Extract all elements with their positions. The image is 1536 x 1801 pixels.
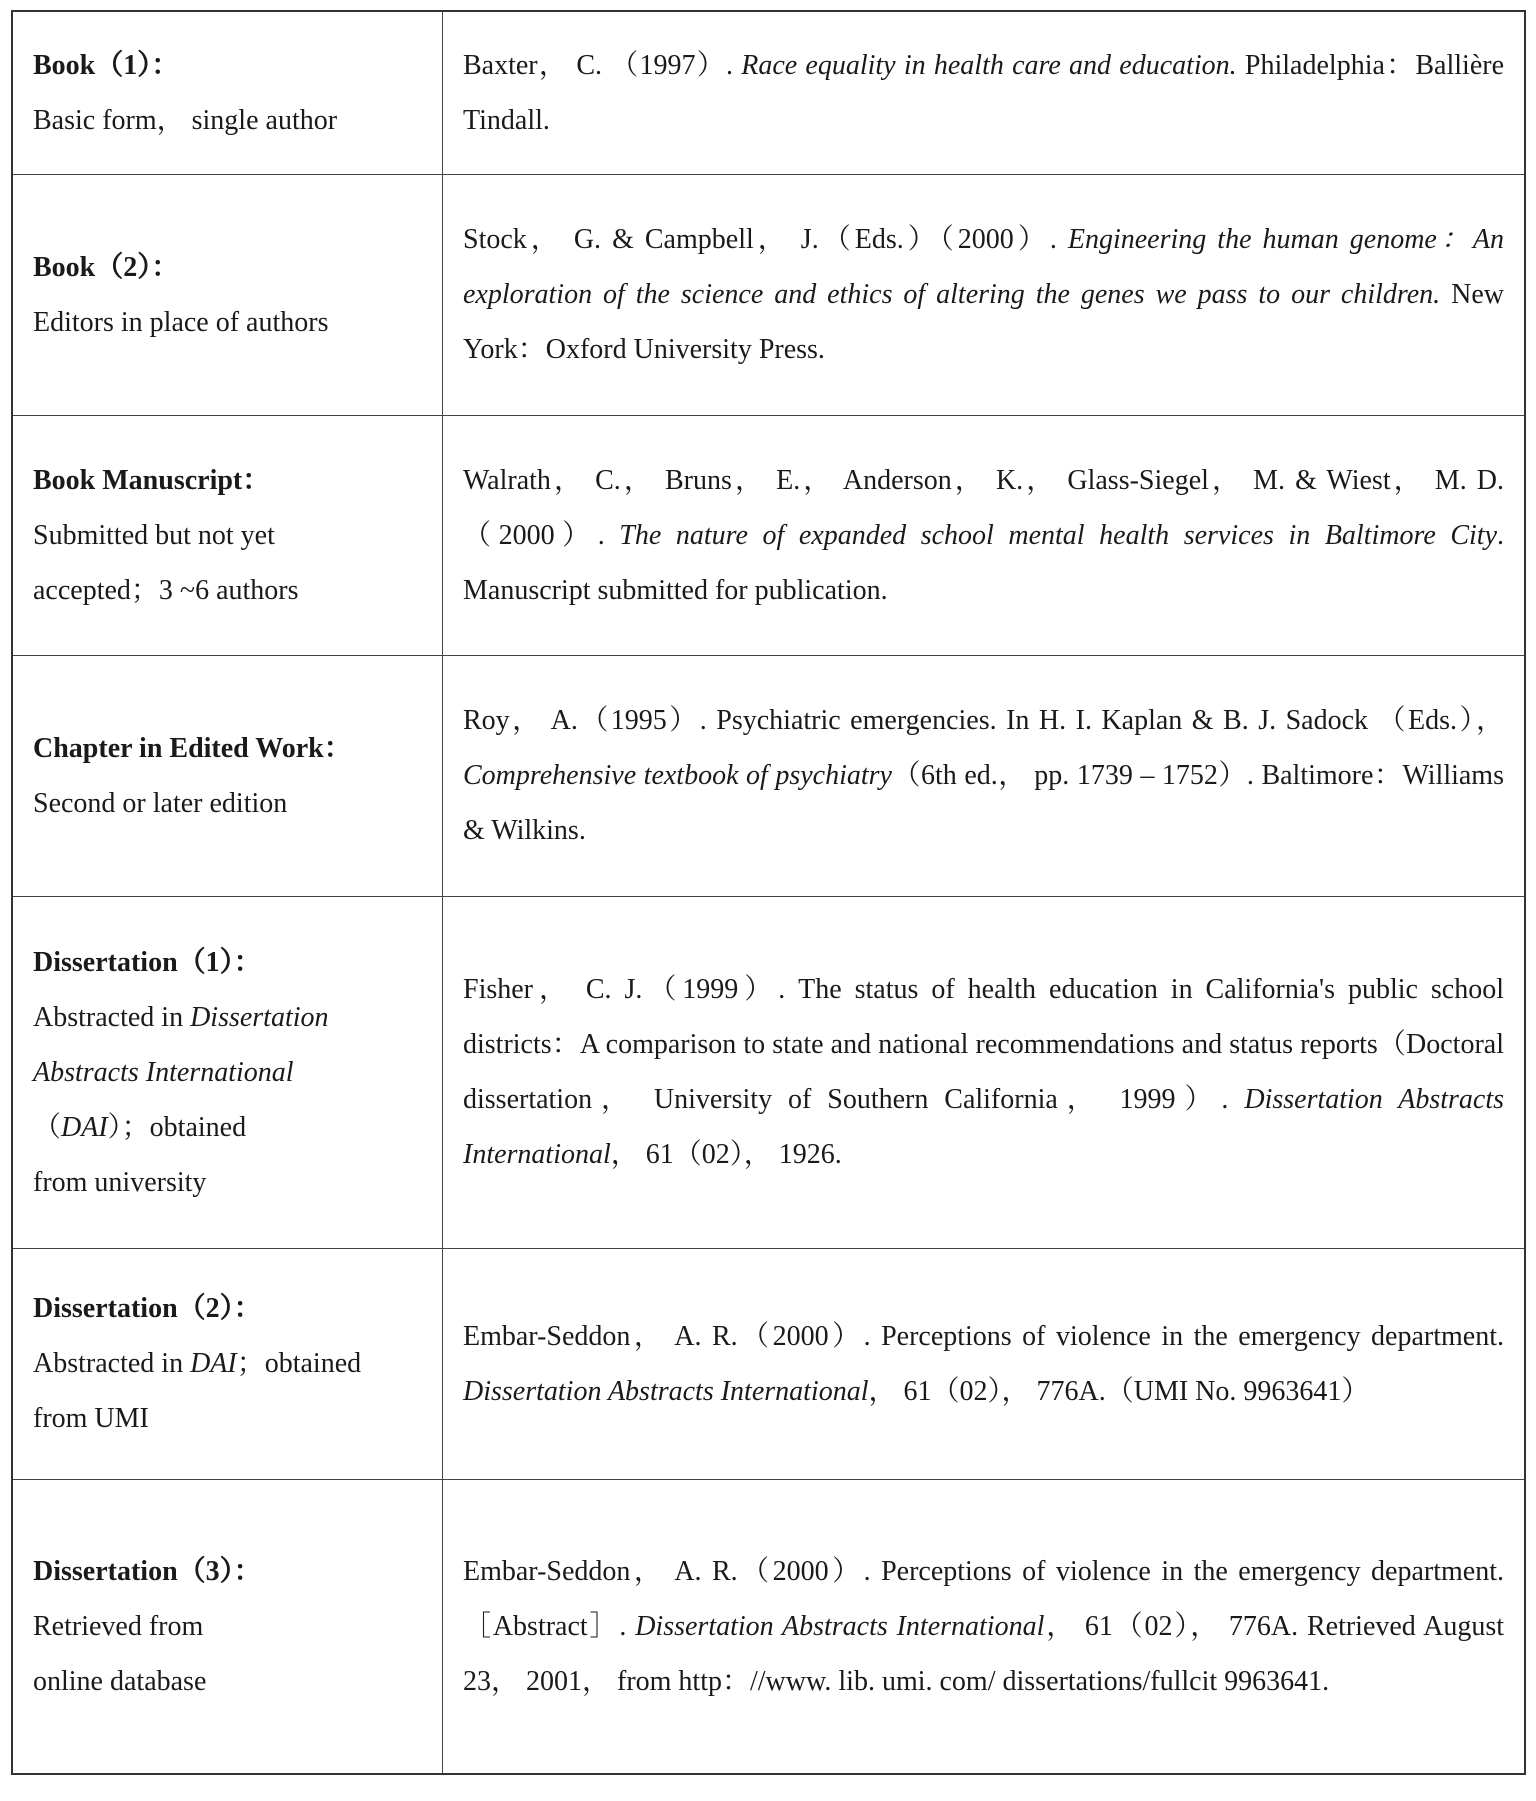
- citation-text: Stock， G. & Campbell， J.（Eds.）（2000）.: [463, 224, 1068, 255]
- category-description: Editors in place of authors: [33, 306, 329, 338]
- category-cell: [12, 896, 443, 1248]
- citation-text: New York：Oxford University Press.: [463, 279, 1504, 365]
- citation-text: （6th ed.， pp. 1739 – 1752）. Baltimore：Williams & Wilkins.: [463, 760, 1504, 846]
- category-title: Book Manuscript：: [33, 464, 271, 496]
- citation-title: The nature of expanded school mental health services in Baltimore City: [619, 519, 1497, 551]
- description-text: （: [33, 1111, 62, 1143]
- citation-title: Race equality in health care and education.: [741, 49, 1237, 81]
- category-cell: [12, 174, 443, 415]
- citation-title: Engineering the human genome：An exploration of the science and ethics of altering the genes we pass to our children.: [463, 224, 1504, 310]
- citation-text: ， 61（02）， 776A. Retrieved August 23， 2001， from http：//www. lib. umi. com/ dissertations/fullcit 9963641.: [463, 1610, 1504, 1697]
- category-title: Dissertation（1）：: [33, 946, 262, 978]
- category-title: Book（1）：: [33, 49, 180, 81]
- category-description: Submitted but not yet: [33, 519, 275, 551]
- citation-title: Comprehensive textbook of psychiatry: [463, 760, 892, 791]
- category-title: Dissertation（3）：: [33, 1555, 262, 1587]
- citation-cell: [443, 11, 1526, 174]
- category-description: [33, 990, 430, 1045]
- category-title: Book（2）：: [33, 251, 180, 283]
- category-title: Chapter in Edited Work：: [33, 732, 352, 764]
- category-cell: [12, 655, 443, 896]
- citation-text: . Manuscript submitted for publication.: [463, 519, 1504, 606]
- description-italic: Dissertation: [190, 1001, 329, 1033]
- description-text: Abstracted in: [33, 1001, 191, 1033]
- description-italic: DAI: [61, 1111, 108, 1143]
- description-text: ；obtained: [236, 1348, 362, 1379]
- citation-cell: [443, 896, 1526, 1248]
- table-row: [12, 1248, 1525, 1479]
- category-title: Dissertation（2）：: [33, 1293, 262, 1324]
- citation-text: Embar-Seddon， A. R.（2000）. Perceptions of violence in the emergency department. ［Abstract］.: [463, 1555, 1504, 1642]
- category-cell: [12, 1248, 443, 1479]
- category-description: from UMI: [33, 1403, 149, 1434]
- category-description: online database: [33, 1665, 207, 1697]
- citation-text: Fisher， C. J.（1999）. The status of health education in California's public school districts：A comparison to state and national recommendations and status reports（Doctoral dissertation， University of Southern California， 1999）.: [463, 974, 1504, 1115]
- table-row: [12, 11, 1525, 174]
- category-description: Second or later edition: [33, 787, 288, 819]
- category-cell: [12, 1479, 443, 1774]
- table-row: [12, 1479, 1525, 1774]
- table-row: [12, 174, 1525, 415]
- citation-title: Dissertation Abstracts International: [463, 1375, 869, 1407]
- category-description: [33, 1336, 430, 1391]
- description-text: ）；obtained: [107, 1111, 247, 1143]
- description-text: Abstracted in: [33, 1348, 191, 1379]
- table-row: [12, 655, 1525, 896]
- category-description: [33, 1100, 430, 1155]
- citation-title: Dissertation Abstracts International: [635, 1610, 1045, 1642]
- citation-text: Walrath， C.， Bruns， E.， Anderson， K.， Glass-Siegel， M. & Wiest， M. D.（2000）.: [463, 464, 1504, 551]
- category-description: Retrieved from: [33, 1610, 204, 1642]
- category-cell: [12, 11, 443, 174]
- citation-text: Embar-Seddon， A. R.（2000）. Perceptions of violence in the emergency department.: [463, 1320, 1504, 1352]
- description-italic: Abstracts International: [33, 1056, 294, 1088]
- category-description: [33, 1045, 430, 1100]
- category-description: Basic form， single author: [33, 104, 338, 136]
- citation-cell: [443, 415, 1526, 655]
- table-row: [12, 415, 1525, 655]
- category-description: accepted；3 ~6 authors: [33, 574, 299, 606]
- citation-text: Roy， A.（1995）. Psychiatric emergencies. In H. I. Kaplan & B. J. Sadock （Eds.），: [463, 705, 1504, 736]
- category-cell: [12, 415, 443, 655]
- description-italic: DAI: [190, 1348, 237, 1379]
- citation-cell: [443, 1248, 1526, 1479]
- table-row: [12, 896, 1525, 1248]
- citation-cell: [443, 655, 1526, 896]
- citation-text: Baxter， C. （1997）.: [463, 49, 742, 81]
- citation-text: ， 61（02）， 776A.（UMI No. 9963641）: [868, 1375, 1370, 1407]
- citation-text: Philadelphia：Ballière Tindall.: [463, 49, 1504, 136]
- citation-cell: [443, 174, 1526, 415]
- citation-cell: [443, 1479, 1526, 1774]
- category-description: from university: [33, 1166, 207, 1198]
- citation-text: ， 61（02）， 1926.: [610, 1139, 842, 1170]
- citation-title: Dissertation Abstracts International: [463, 1084, 1504, 1170]
- apa-reference-table: [11, 10, 1526, 1775]
